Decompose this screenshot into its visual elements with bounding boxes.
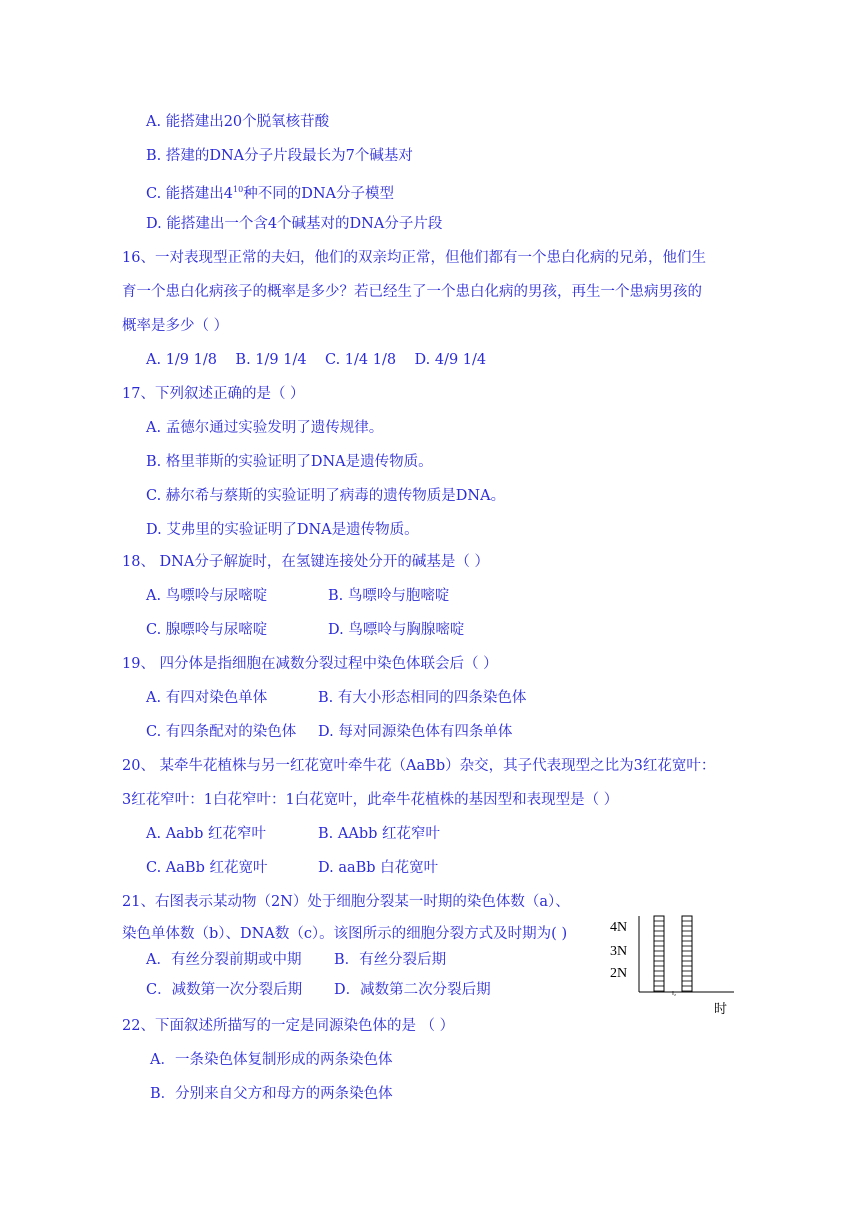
q15-option-c-sup: 10 <box>233 185 244 194</box>
q19-option-b: B. 有大小形态相同的四条染色体 <box>318 690 527 706</box>
x-label: 时 <box>714 1002 728 1017</box>
q15-option-c <box>146 180 394 204</box>
q19-option-a: A. 有四对染色单体 <box>146 690 268 706</box>
q20-option-a: A. Aabb 红花窄叶 <box>146 826 266 842</box>
svg-text:ı,: ı, <box>672 989 677 997</box>
bar-b <box>654 916 664 992</box>
q22-option-a: A．一条染色体复制形成的两条染色体 <box>150 1052 393 1068</box>
q20-stem-line2: 3红花窄叶：1白花窄叶：1白花宽叶，此牵牛花植株的基因型和表现型是（ ） <box>122 792 619 808</box>
q21-option-b: B．有丝分裂后期 <box>334 952 447 968</box>
bar-c <box>682 916 692 992</box>
q17-option-a: A. 孟德尔通过实验发明了遗传规律。 <box>146 420 384 436</box>
q16-stem-line1: 16、一对表现型正常的夫妇，他们的双亲均正常，但他们都有一个患白化病的兄弟，他们生 <box>122 250 706 266</box>
q21-stem-line1: 21、右图表示某动物（2N）处于细胞分裂某一时期的染色体数（a）、 <box>122 894 570 910</box>
q17-option-b: B. 格里菲斯的实验证明了DNA是遗传物质。 <box>146 454 433 470</box>
q15-option-b: B. 搭建的DNA分子片段最长为7个碱基对 <box>146 148 413 164</box>
q21-bar-figure <box>606 912 736 1018</box>
q19-stem: 19、 四分体是指细胞在减数分裂过程中染色体联会后（ ） <box>122 656 498 672</box>
q16-stem-line3: 概率是多少（ ） <box>122 318 229 334</box>
q21-option-a: A．有丝分裂前期或中期 <box>146 952 302 968</box>
q15-option-a: A. 能搭建出20个脱氧核苷酸 <box>146 114 330 130</box>
q21-option-c: C．减数第一次分裂后期 <box>146 982 303 998</box>
q15-option-c-post: 种不同的DNA分子模型 <box>243 186 395 202</box>
q20-option-d: D. aaBb 白花宽叶 <box>318 860 439 876</box>
q18-option-c: C. 腺嘌呤与尿嘧啶 <box>146 622 268 638</box>
q21-option-d: D．减数第二次分裂后期 <box>334 982 491 998</box>
q20-stem-line1: 20、 某牵牛花植株与另一红花宽叶牵牛花（AaBb）杂交，其子代表现型之比为3红花宽叶： <box>122 758 716 774</box>
q17-option-c: C. 赫尔希与蔡斯的实验证明了病毒的遗传物质是DNA。 <box>146 488 506 504</box>
q18-stem: 18、 DNA分子解旋时，在氢键连接处分开的碱基是（ ） <box>122 554 489 570</box>
q15-option-c-pre: C. 能搭建出4 <box>146 186 234 202</box>
q17-option-d: D. 艾弗里的实验证明了DNA是遗传物质。 <box>146 522 419 538</box>
q16-stem-line2: 育一个患白化病孩子的概率是多少？若已经生了一个患白化病的男孩，再生一个患病男孩的 <box>122 284 702 300</box>
q16-options: A. 1/9 1/8 B. 1/9 1/4 C. 1/4 1/8 D. 4/9 1/4 <box>146 352 487 368</box>
q19-option-d: D. 每对同源染色体有四条单体 <box>318 724 513 740</box>
y-label-3n: 3N <box>610 944 628 959</box>
y-label-4n: 4N <box>610 920 628 935</box>
q20-option-b: B. AAbb 红花窄叶 <box>318 826 440 842</box>
q15-option-d: D. 能搭建出一个含4个碱基对的DNA分子片段 <box>146 216 443 232</box>
q21-stem-line2: 染色单体数（b）、DNA数（c）。该图所示的细胞分裂方式及时期为( ) <box>122 926 568 942</box>
q22-option-b: B．分别来自父方和母方的两条染色体 <box>150 1086 393 1102</box>
q18-option-b: B. 鸟嘌呤与胞嘧啶 <box>328 588 450 604</box>
q17-stem: 17、下列叙述正确的是（ ） <box>122 386 305 402</box>
q18-option-a: A. 鸟嘌呤与尿嘧啶 <box>146 588 268 604</box>
q19-option-c: C. 有四条配对的染色体 <box>146 724 297 740</box>
q18-option-d: D. 鸟嘌呤与胸腺嘧啶 <box>328 622 465 638</box>
q20-option-c: C. AaBb 红花宽叶 <box>146 860 268 876</box>
q22-stem: 22、下面叙述所描写的一定是同源染色体的是 （ ） <box>122 1018 455 1034</box>
y-label-2n: 2N <box>610 966 628 981</box>
